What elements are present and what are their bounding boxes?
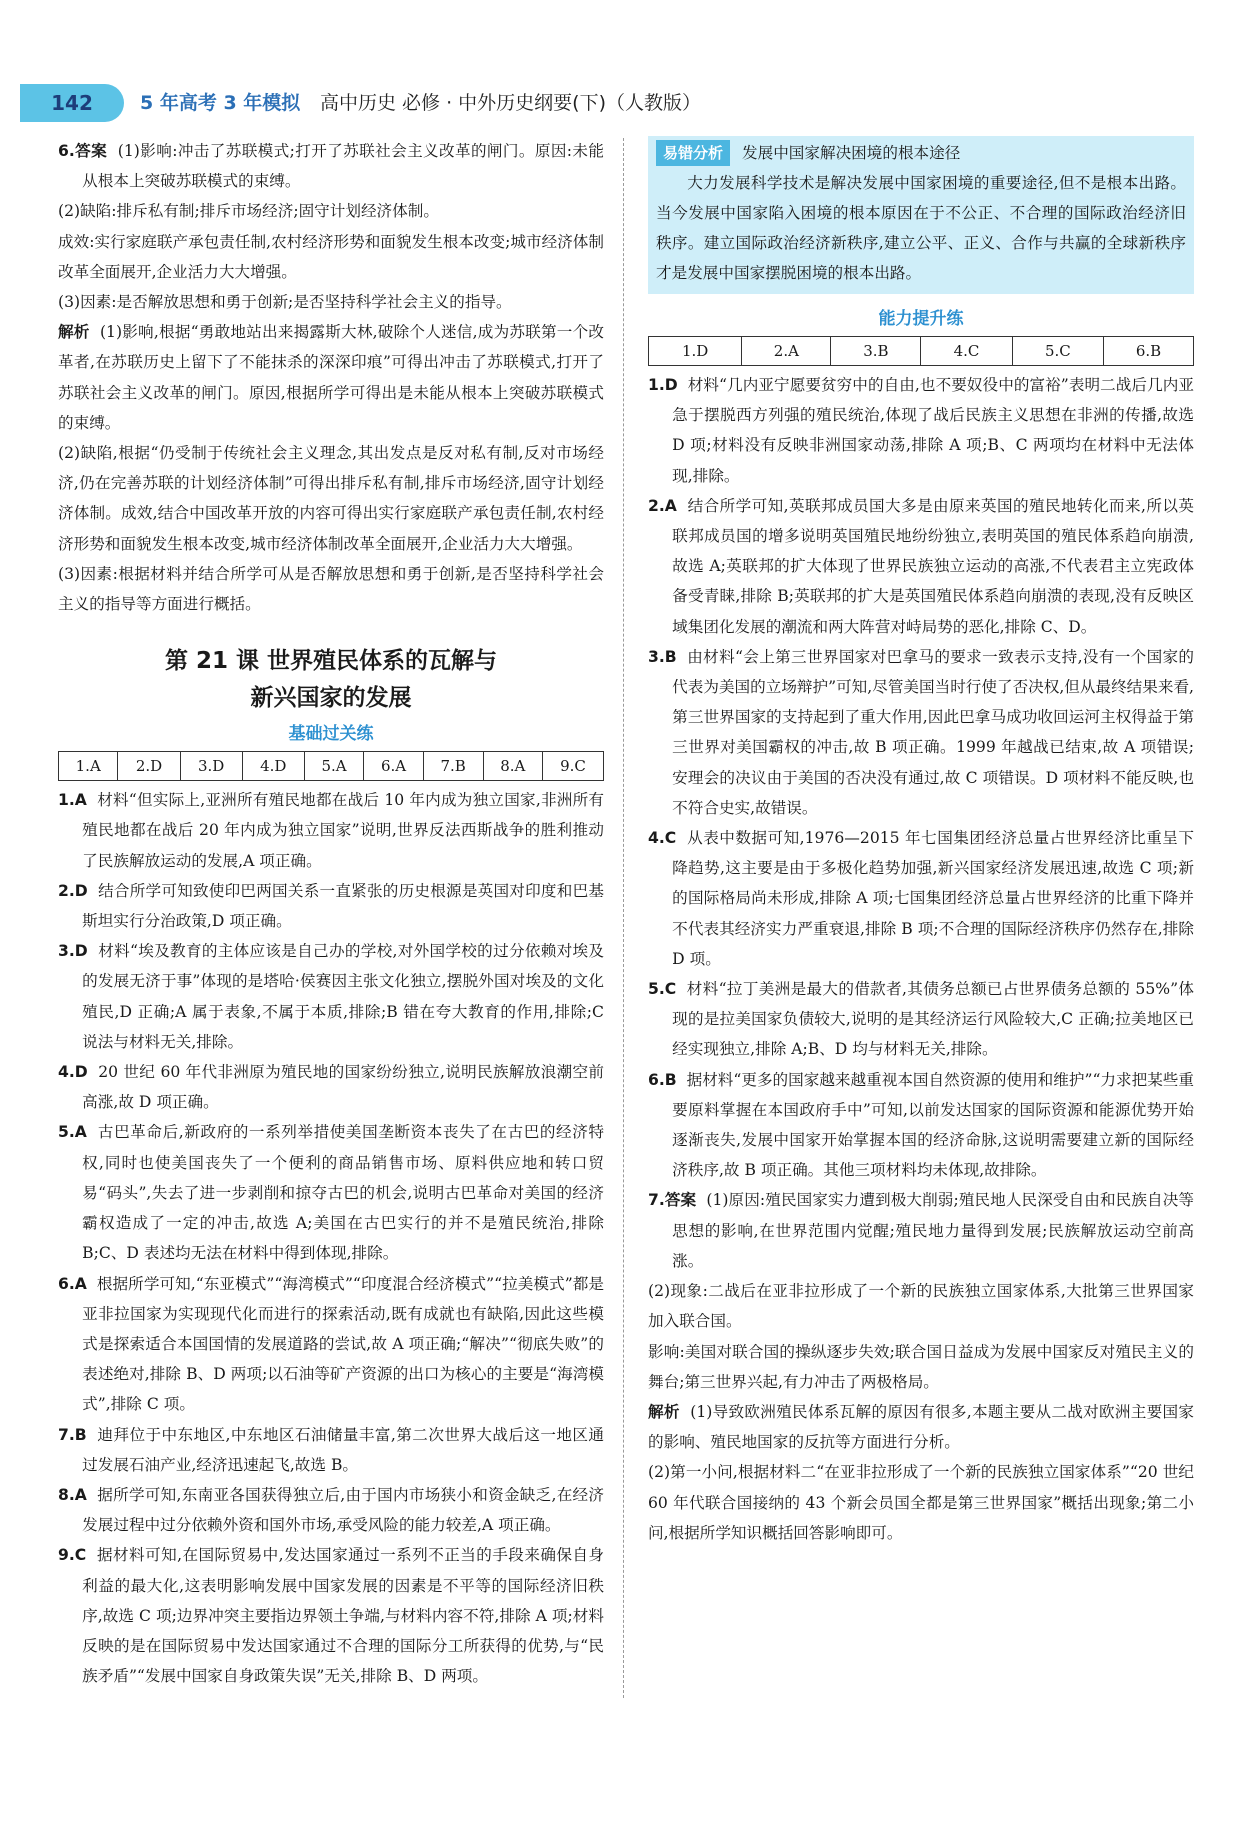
item-number: 3.D [58,942,88,961]
item-text: 古巴革命后,新政府的一系列举措使美国垄断资本丧失了在古巴的经济特权,同时也使美国丧失了一个便利的商品销售市场、原料供应地和转口贸易“码头”,失去了进一步剥削和掠夺古巴的机会,说明古巴革命对美国的经济霸权造成了一定的冲击,故选 A;美国在古巴实行的并不是殖民统治,排除 B;C、D 表述均无法在材料中得到体现,排除。 [82,1123,604,1263]
item-number: 1.D [648,376,678,394]
column-divider [623,138,624,1698]
q7-explanation-2: (2)第一小问,根据材料二“在亚非拉形成了一个新的民族独立国家体系”“20 世纪 60 年代联合国接纳的 43 个新会员国全都是第三世界国家”概括出现象;第二小问,根据所学知识概括回答影响即可。 [648,1463,1194,1542]
item-number: 1.A [58,791,87,810]
basic-item-2 [58,876,604,936]
basic-item-9 [58,1540,604,1691]
item-text: 材料“拉丁美洲是最大的借款者,其债务总额已占世界债务总额的 55%”体现的是拉美国家负债较大,说明的是其经济运行风险较大,C 正确;拉美地区已经实现独立,排除 A;B、D 均与材料无关,排除。 [672,980,1194,1059]
answer-cell: 1.A [59,752,118,781]
item-text: 据材料可知,在国际贸易中,发达国家通过一系列不正当的手段来确保自身利益的最大化,这表明影响发展中国家发展的因素是不平等的国际经济旧秩序,故选 C 项;边界冲突主要指边界领土争端,与材料内容不符,排除 A 项;材料反映的是在国际贸易中发达国家通过不合理的国际分工所获得的优势,与“民族矛盾”“发展中国家自身政策失误”无关,排除 B、D 两项。 [82,1546,604,1686]
lesson-title-line-2: 新兴国家的发展 [250,685,412,712]
item-number: 8.A [58,1485,87,1504]
section-basic-title: 基础过关练 [288,724,374,745]
item-number: 7.B [58,1425,87,1444]
item-text: 材料“几内亚宁愿要贫穷中的自由,也不要奴役中的富裕”表明二战后几内亚急于摆脱西方列强的殖民统治,体现了战后民族主义思想在非洲的传播,故选 D 项;材料没有反映非洲国家动荡,排除 A 项;B、C 两项均在材料中无法体现,排除。 [672,376,1194,485]
page-number: 142 [20,84,124,122]
page-header [20,84,1230,124]
basic-item-8 [58,1480,604,1540]
basic-item-1 [58,785,604,876]
book-subject: 高中历史 必修 · 中外历史纲要(下)（人教版） [320,92,701,114]
ability-item-4 [648,823,1194,974]
answer-cell: 1.D [649,337,742,366]
q7-explanation [648,1397,1194,1457]
answer-cell: 6.A [364,752,423,781]
error-analysis-header [656,138,1186,168]
q6-explanation [58,317,604,438]
q7-answer-label: 7.答案 [648,1191,697,1210]
item-text: 迪拜位于中东地区,中东地区石油储量丰富,第二次世界大战后这一地区通过发展石油产业,经济迅速起飞,故选 B。 [82,1425,604,1474]
answer-cell: 5.C [1012,337,1103,366]
q6-answer-label: 6.答案 [58,142,108,160]
error-analysis-title: 发展中国家解决困境的根本途径 [742,144,961,162]
answer-cell: 4.C [921,337,1012,366]
item-text: 20 世纪 60 年代非洲原为殖民地的国家纷纷独立,说明民族解放浪潮空前高涨,故 D 项正确。 [82,1063,605,1112]
left-column [58,136,604,1691]
ability-item-2 [648,491,1194,642]
basic-item-6 [58,1269,604,1420]
basic-answer-table [58,751,604,781]
error-analysis-body: 大力发展科学技术是解决发展中国家困境的重要途径,但不是根本出路。当今发展中国家陷入困境的根本原因在于不公正、不合理的国际政治经济旧秩序。建立国际政治经济新秩序,建立公平、正义、合作与共赢的全球新秩序才是发展中国家摆脱困境的根本出路。 [656,174,1186,282]
section-ability-title: 能力提升练 [878,309,964,329]
answer-cell: 4.D [242,752,304,781]
item-text: 由材料“会上第三世界国家对巴拿马的要求一致表示支持,没有一个国家的代表为美国的立场辩护”可知,尽管美国当时行使了否决权,但从最终结果来看,第三世界国家的支持起到了重大作用,因此巴拿马成功收回运河主权得益于第三世界对美国霸权的冲击,故 B 项正确。1999 年越战已结束,故 A 项错误;安理会的决议由于美国的否决没有通过,故 C 项错误。D 项材料不能反映,也不符合史实,故错误。 [672,647,1195,817]
item-number: 9.C [58,1546,87,1565]
item-text: 材料“埃及教育的主体应该是自己办的学校,对外国学校的过分依赖对埃及的发展无济于事”体现的是塔哈·侯赛因主张文化独立,摆脱外国对埃及的文化殖民,D 正确;A 属于表象,不属于本质,排除;B 错在夸大教育的作用,排除;C 说法与材料无关,排除。 [82,942,604,1051]
item-number: 4.C [648,829,677,848]
item-number: 6.B [648,1070,677,1089]
lesson-title [58,643,604,717]
q6-answer [58,136,604,196]
answer-cell: 2.D [118,752,180,781]
ability-item-5 [648,974,1194,1065]
ability-answer-table [648,336,1194,366]
q7-explanation-1: (1)导致欧洲殖民体系瓦解的原因有很多,本题主要从二战对欧洲主要国家的影响、殖民地国家的反抗等方面进行分析。 [648,1402,1194,1452]
item-number: 5.C [648,980,677,999]
item-number: 2.A [648,496,677,515]
q7-answer-1: (1)原因:殖民国家实力遭到极大削弱;殖民地人民深受自由和民族自决等思想的影响,在世界范围内觉醒;殖民地力量得到发展;民族解放运动空前高涨。 [672,1191,1195,1270]
q6-explanation-1: (1)影响,根据“勇敢地站出来揭露斯大林,破除个人迷信,成为苏联第一个改革者,在苏联历史上留下了不能抹杀的深深印痕”可得出冲击了苏联模式,打开了苏联社会主义改革的闸门。原因,根据所学可得出是未能从根本上突破苏联模式的束缚。 [58,323,604,432]
q6-answer-2: (2)缺陷:排斥私有制;排斥市场经济;固守计划经济体制。 [58,202,439,221]
basic-item-7 [58,1420,604,1480]
q6-answer-3: 成效:实行家庭联产承包责任制,农村经济形势和面貌发生根本改变;城市经济体制改革全面展开,企业活力大大增强。 [58,232,604,281]
item-text: 材料“但实际上,亚洲所有殖民地都在战后 10 年内成为独立国家,非洲所有殖民地都在战后 20 年内成为独立国家”说明,世界反法西斯战争的胜利推动了民族解放运动的发展,A 项正确。 [82,791,604,870]
answer-cell: 3.D [180,752,242,781]
error-analysis-tag: 易错分析 [656,140,730,166]
q7-explanation-label: 解析 [648,1402,680,1421]
item-text: 结合所学可知致使印巴两国关系一直紧张的历史根源是英国对印度和巴基斯坦实行分治政策,D 项正确。 [82,881,604,931]
item-number: 2.D [58,881,88,900]
ability-item-3 [648,642,1194,823]
item-text: 从表中数据可知,1976—2015 年七国集团经济总量占世界经济比重呈下降趋势,这主要是由于多极化趋势加强,新兴国家经济发展迅速,故选 C 项;新的国际格局尚未形成,排除 A 项;七国集团经济总量占世界经济的比重下降并不代表其经济实力严重衰退,排除 B 项;不合理的国际经济秩序仍然存在,排除 D 项。 [672,829,1194,968]
ability-item-1 [648,370,1194,491]
item-text: 根据所学可知,“东亚模式”“海湾模式”“印度混合经济模式”“拉美模式”都是亚非拉国家为实现现代化而进行的探索活动,既有成就也有缺陷,因此这些模式是探索适合本国国情的发展道路的尝试,故 A 项正确;“解决”“彻底失败”的表述绝对,排除 B、D 两项;以石油等矿产资源的出口为核心的主要是“海湾模式”,排除 C 项。 [82,1274,604,1414]
series-brand: 5 年高考 3 年模拟 [140,92,301,114]
answer-cell: 7.B [423,752,483,781]
answer-cell: 6.B [1104,337,1194,366]
q6-answer-1: (1)影响:冲击了苏联模式;打开了苏联社会主义改革的闸门。原因:未能从根本上突破苏联模式的束缚。 [82,142,604,191]
q6-answer-4: (3)因素:是否解放思想和勇于创新;是否坚持科学社会主义的指导。 [58,293,512,312]
ability-item-6 [648,1065,1194,1186]
q7-answer-2: (2)现象:二战后在亚非拉形成了一个新的民族独立国家体系,大批第三世界国家加入联合国。 [648,1282,1194,1331]
answer-cell: 9.C [543,752,604,781]
lesson-title-line-1: 第 21 课 世界殖民体系的瓦解与 [164,648,498,675]
item-number: 6.A [58,1274,87,1293]
answer-cell: 2.A [742,337,831,366]
basic-item-4 [58,1057,604,1117]
error-analysis-box [648,136,1194,294]
item-number: 4.D [58,1063,88,1082]
q6-explanation-3: (3)因素:根据材料并结合所学可从是否解放思想和勇于创新,是否坚持科学社会主义的指导等方面进行概括。 [58,564,604,614]
q7-answer [648,1185,1194,1276]
basic-item-3 [58,936,604,1057]
item-number: 3.B [648,647,677,666]
answer-cell: 8.A [483,752,542,781]
item-number: 5.A [58,1123,87,1142]
item-text: 据所学可知,东南亚各国获得独立后,由于国内市场狭小和资金缺乏,在经济发展过程中过分依赖外资和国外市场,承受风险的能力较差,A 项正确。 [82,1485,604,1535]
basic-item-5 [58,1117,604,1268]
q6-explanation-2: (2)缺陷,根据“仍受制于传统社会主义理念,其出发点是反对私有制,反对市场经济,仍在完善苏联的计划经济体制”可得出排斥私有制,排斥市场经济,固守计划经济体制。成效,结合中国改革开放的内容可得出实行家庭联产承包责任制,农村经济形势和面貌发生根本改变,城市经济体制改革全面展开,企业活力大大增强。 [58,444,604,553]
answer-cell: 3.B [831,337,921,366]
q6-explanation-label: 解析 [58,323,90,342]
right-column [648,136,1194,1548]
item-text: 结合所学可知,英联邦成员国大多是由原来英国的殖民地转化而来,所以英联邦成员国的增多说明英国殖民地纷纷独立,表明英国的殖民体系趋向崩溃,故选 A;英联邦的扩大体现了世界民族独立运动的高涨,不代表君主立宪政体备受青睐,排除 B;英联邦的扩大是英国殖民体系趋向崩溃的表现,没有反映区域集团化发展的潮流和两大阵营对峙局势的恶化,排除 C、D。 [672,496,1194,636]
answer-cell: 5.A [304,752,363,781]
q7-answer-3: 影响:美国对联合国的操纵逐步失效;联合国日益成为发展中国家反对殖民主义的舞台;第三世界兴起,有力冲击了两极格局。 [648,1342,1194,1391]
item-text: 据材料“更多的国家越来越重视本国自然资源的使用和维护”“力求把某些重要原料掌握在本国政府手中”可知,以前发达国家的国际资源和能源优势开始逐渐丧失,发展中国家开始掌握本国的经济命脉,这说明需要建立新的国际经济秩序,故 B 项正确。其他三项材料均未体现,故排除。 [672,1070,1194,1180]
